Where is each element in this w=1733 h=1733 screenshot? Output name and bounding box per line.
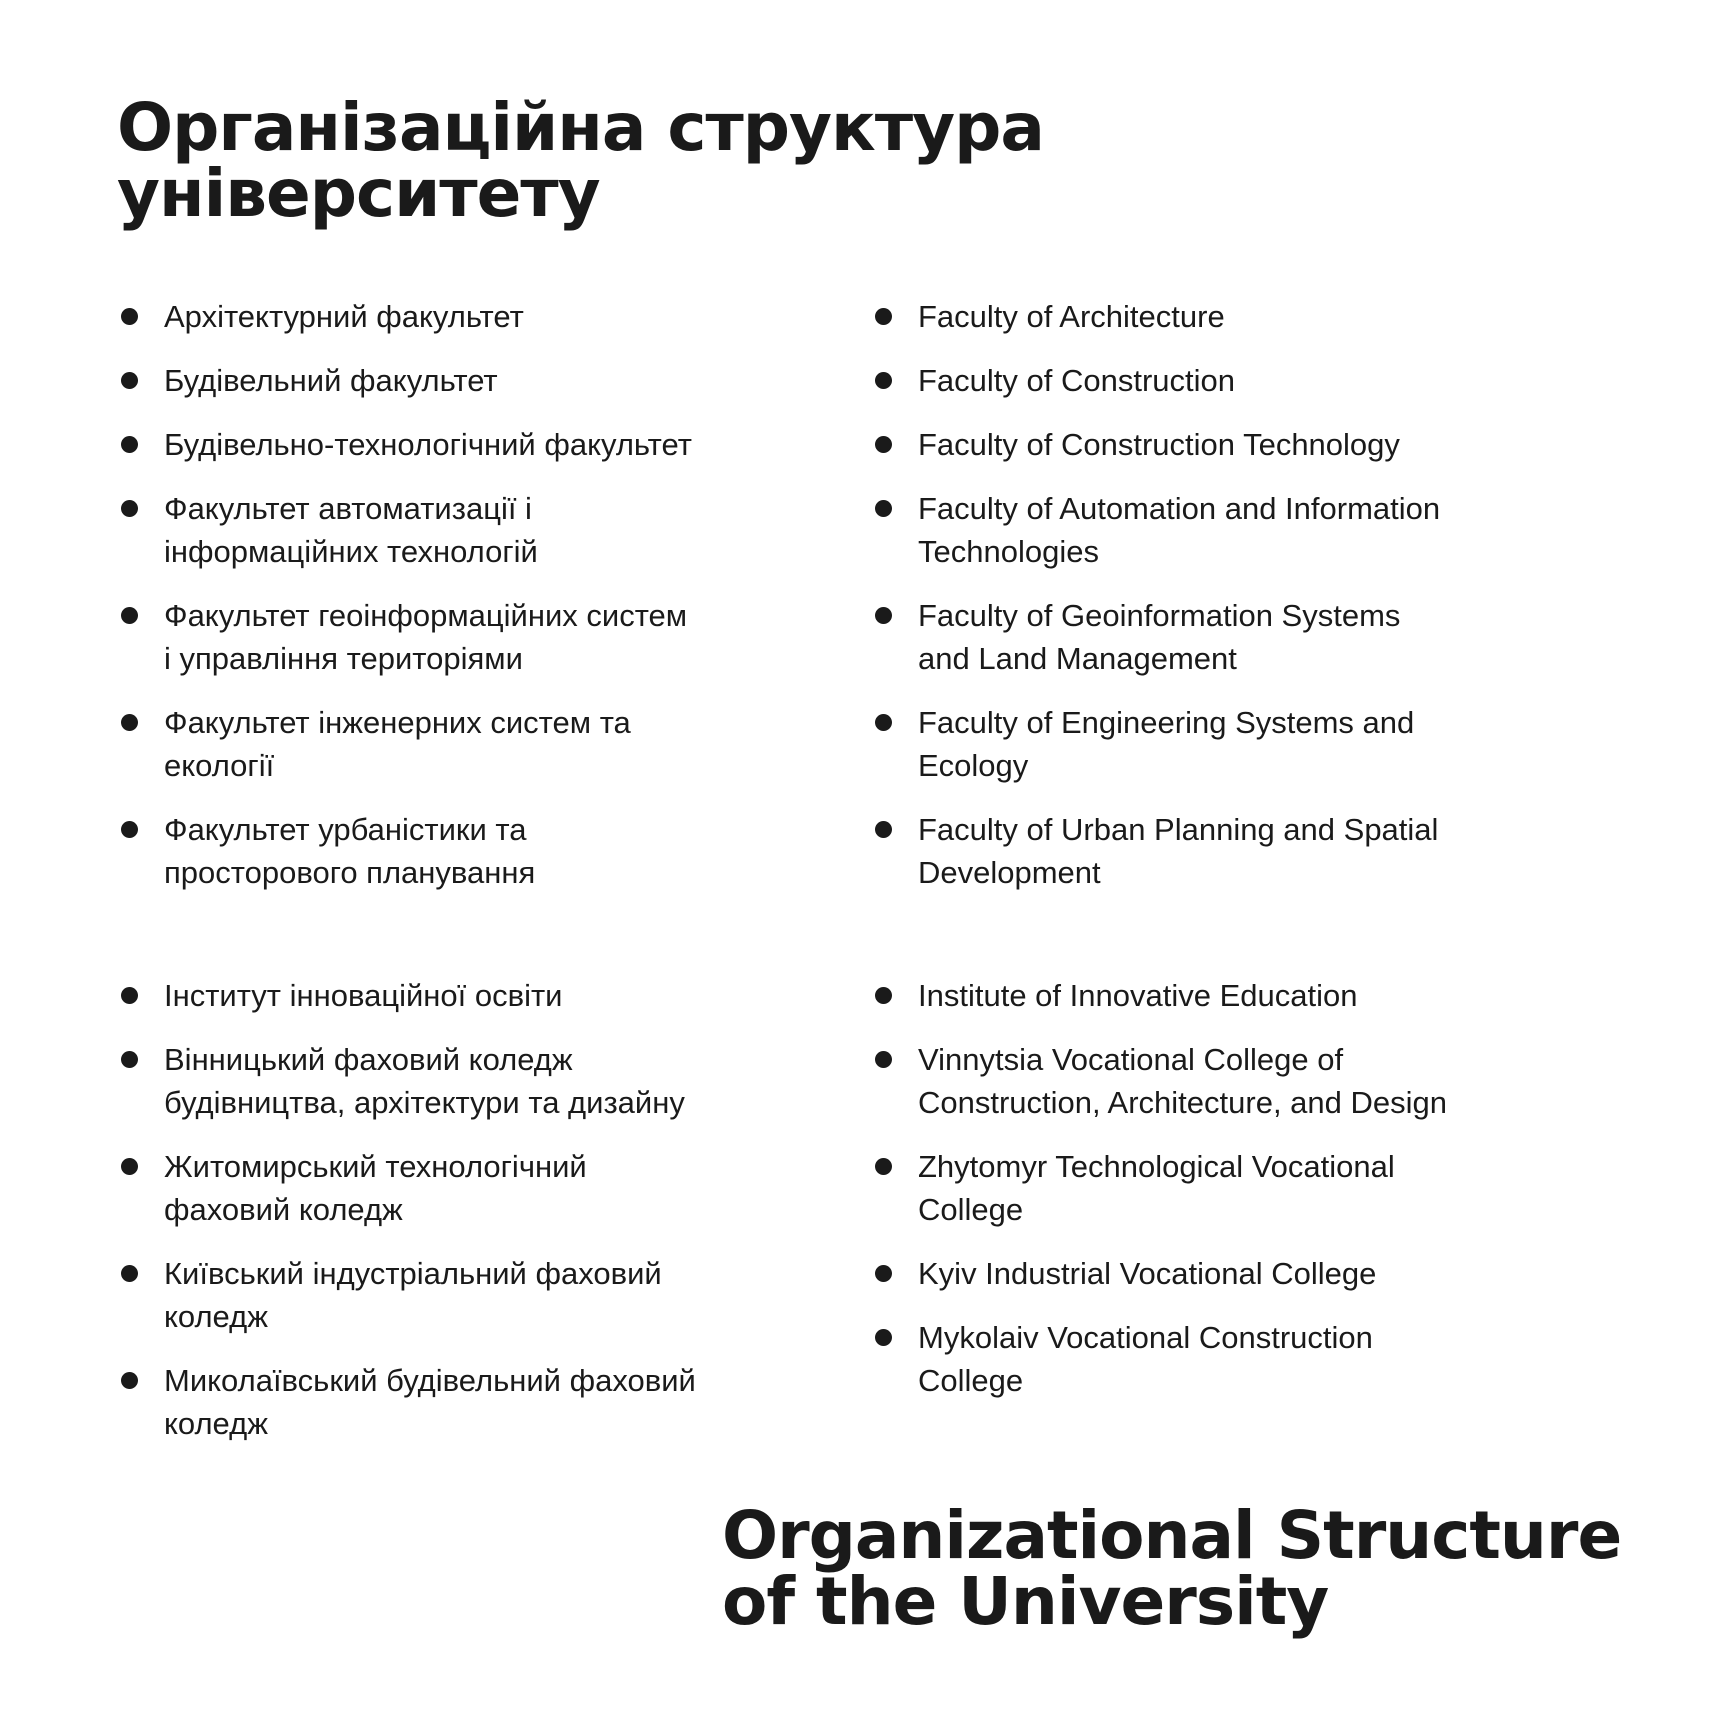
list-item: Kyiv Industrial Vocational College	[873, 1252, 1553, 1295]
bullet-icon	[875, 372, 892, 389]
list-item: Faculty of Automation and Information Technologies	[873, 487, 1553, 573]
colleges-list-english	[873, 974, 1553, 1423]
bullet-icon	[875, 1051, 892, 1068]
bullet-icon	[121, 308, 138, 325]
bullet-icon	[121, 1158, 138, 1175]
bullet-icon	[875, 1158, 892, 1175]
title-line: Organizational Structure	[722, 1497, 1622, 1574]
title-line: університету	[117, 155, 600, 232]
title-line: of the University	[722, 1563, 1329, 1640]
list-item: Faculty of Urban Planning and Spatial Development	[873, 808, 1553, 894]
list-item: Zhytomyr Technological Vocational College	[873, 1145, 1553, 1231]
bullet-icon	[121, 372, 138, 389]
page-title-ukrainian	[117, 89, 1044, 232]
bullet-icon	[875, 1265, 892, 1282]
bullet-icon	[875, 607, 892, 624]
list-item: Архітектурний факультет	[119, 295, 799, 338]
bullet-icon	[121, 1265, 138, 1282]
bullet-icon	[875, 500, 892, 517]
bullet-icon	[875, 714, 892, 731]
bullet-icon	[121, 821, 138, 838]
bullet-icon	[121, 436, 138, 453]
list-item: Житомирський технологічний фаховий коледж	[119, 1145, 799, 1231]
list-item: Інститут інноваційної освіти	[119, 974, 799, 1017]
bullet-icon	[121, 607, 138, 624]
bullet-icon	[875, 1329, 892, 1346]
list-item: Факультет урбаністики та просторового планування	[119, 808, 799, 894]
bullet-icon	[875, 987, 892, 1004]
list-item: Миколаївський будівельний фаховий коледж	[119, 1359, 799, 1445]
bullet-icon	[121, 1051, 138, 1068]
bullet-icon	[121, 1372, 138, 1389]
page-title-english	[722, 1497, 1622, 1640]
list-item: Вінницький фаховий коледж будівництва, архітектури та дизайну	[119, 1038, 799, 1124]
list-item: Vinnytsia Vocational College of Construction, Architecture, and Design	[873, 1038, 1553, 1124]
list-item: Faculty of Construction Technology	[873, 423, 1553, 466]
list-item: Факультет інженерних систем та екології	[119, 701, 799, 787]
list-item: Будівельний факультет	[119, 359, 799, 402]
bullet-icon	[121, 987, 138, 1004]
list-item: Faculty of Construction	[873, 359, 1553, 402]
colleges-list-ukrainian	[119, 974, 799, 1466]
list-item: Факультет геоінформаційних систем і управління територіями	[119, 594, 799, 680]
list-item: Київський індустріальний фаховий коледж	[119, 1252, 799, 1338]
list-item: Institute of Innovative Education	[873, 974, 1553, 1017]
bullet-icon	[121, 714, 138, 731]
faculties-list-ukrainian	[119, 295, 799, 915]
list-item: Будівельно-технологічний факультет	[119, 423, 799, 466]
bullet-icon	[875, 308, 892, 325]
bullet-icon	[121, 500, 138, 517]
list-item: Факультет автоматизації і інформаційних технологій	[119, 487, 799, 573]
bullet-icon	[875, 436, 892, 453]
title-line: Організаційна структура	[117, 89, 1044, 166]
list-item: Faculty of Geoinformation Systems and Land Management	[873, 594, 1553, 680]
list-item: Faculty of Engineering Systems and Ecology	[873, 701, 1553, 787]
list-item: Faculty of Architecture	[873, 295, 1553, 338]
bullet-icon	[875, 821, 892, 838]
list-item: Mykolaiv Vocational Construction College	[873, 1316, 1553, 1402]
faculties-list-english	[873, 295, 1553, 915]
